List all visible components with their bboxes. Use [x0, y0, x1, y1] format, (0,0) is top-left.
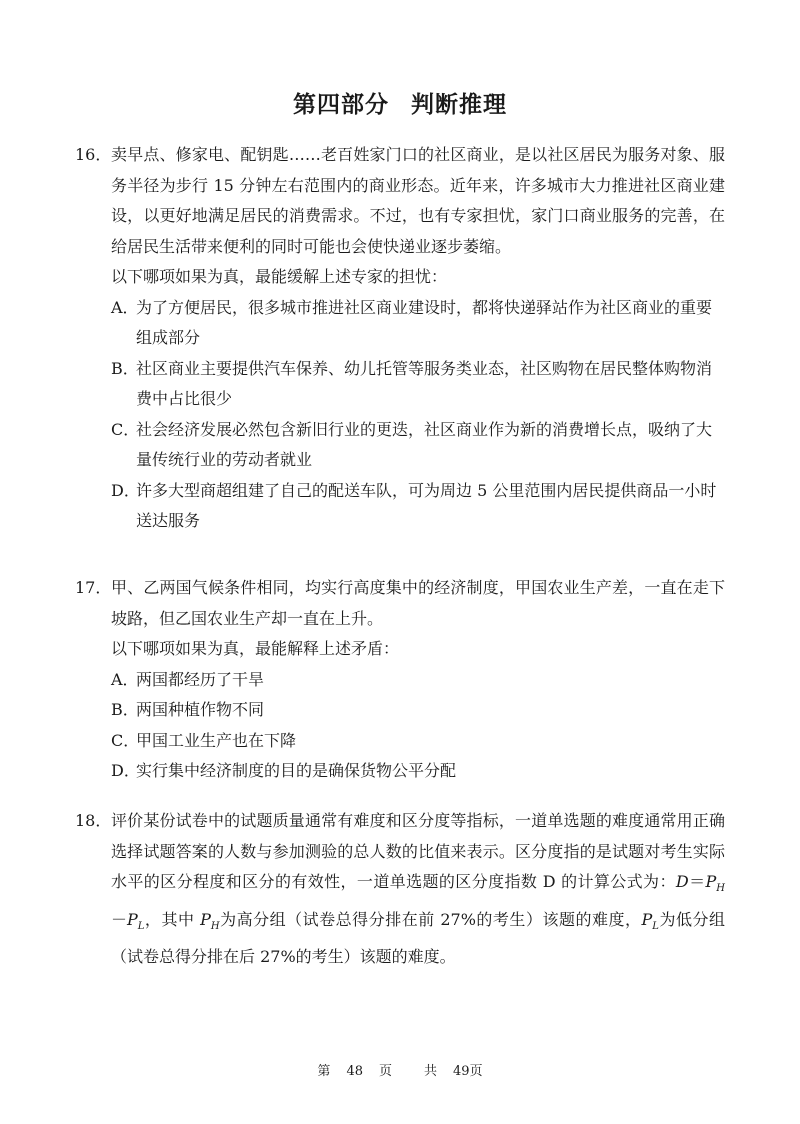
option-c — [75, 415, 725, 476]
option-letter: B． — [111, 358, 139, 378]
stem-text: 为高分组（试卷总得分排在前 27%的考生）该题的难度， — [219, 909, 642, 929]
option-text: 社区商业主要提供汽车保养、幼儿托管等服务类业态，社区购物在居民整体购物消费中占比很少 — [136, 358, 713, 408]
question-16 — [75, 140, 725, 537]
question-17 — [75, 573, 725, 787]
formula-equals: ＝ — [688, 872, 706, 891]
question-number: 16． — [75, 145, 112, 164]
stem-text: 为低分组（试卷总得分排在后 27%的考生）该题的难度。 — [111, 909, 725, 967]
option-letter: C． — [111, 419, 140, 439]
formula-p: P — [705, 872, 717, 891]
question-stem: 甲、乙两国气候条件相同，均实行高度集中的经济制度，甲国农业生产差，一直在走下坡路，但乙国农业生产却一直在上升。 — [111, 578, 725, 628]
option-text: 甲国工业生产也在下降 — [136, 730, 297, 750]
option-letter: D． — [111, 480, 140, 500]
formula-sub-h: H — [716, 883, 725, 895]
section-label: 第四部分 — [293, 92, 389, 118]
footer-text: 第 — [317, 1064, 331, 1079]
option-letter: A． — [111, 669, 139, 689]
formula-minus: － — [111, 909, 128, 929]
option-letter: B． — [111, 700, 139, 719]
option-d — [75, 476, 725, 537]
question-prompt: 以下哪项如果为真，最能解释上述矛盾： — [111, 639, 400, 658]
question-stem — [75, 806, 725, 973]
section-name: 判断推理 — [411, 92, 507, 118]
option-a — [75, 293, 725, 354]
page-footer — [0, 1060, 800, 1079]
question-stem: 卖早点、修家电、配钥匙……老百姓家门口的社区商业，是以社区居民为服务对象、服务半径为步行 15 分钟左右范围内的商业形态。近年来，许多城市大力推进社区商业建设，以更好地满足居民的消费需求。不过，也有专家担忧，家门口商业服务的完善，在给居民生活带来便利的同时可能也会使快递业逐步萎缩。 — [111, 145, 725, 256]
option-d — [75, 756, 725, 787]
question-18 — [75, 806, 725, 973]
footer-text: 页 — [378, 1064, 392, 1079]
footer-text: 共 — [424, 1064, 438, 1079]
option-b — [75, 695, 725, 726]
page-number: 48 — [346, 1064, 363, 1079]
option-text: 许多大型商超组建了自己的配送车队，可为周边 5 公里范围内居民提供商品一小时送达服务 — [136, 480, 717, 530]
variable-p: P — [200, 909, 211, 929]
footer-text: 页 — [469, 1064, 483, 1079]
stem-text: 评价某份试卷中的试题质量通常有难度和区分度等指标，一道单选题的难度通常用正确选择试题答案的人数与参加测验的总人数的比值来表示。区分度指的是试题对考生实际水平的区分程度和区分的有效性，一道单选题的区分度指数 D 的计算公式为： — [111, 811, 725, 891]
question-prompt: 以下哪项如果为真，最能缓解上述专家的担忧： — [111, 267, 448, 286]
option-c — [75, 726, 725, 757]
option-text: 为了方便居民，很多城市推进社区商业建设时，都将快递驿站作为社区商业的重要组成部分 — [136, 297, 713, 347]
option-b — [75, 354, 725, 415]
stem-text: ，其中 — [144, 909, 201, 929]
option-letter: C． — [111, 730, 140, 750]
variable-sub-h: H — [210, 920, 220, 932]
option-a — [75, 665, 725, 696]
option-letter: D． — [111, 761, 140, 780]
page-title — [0, 86, 800, 119]
variable-sub-l: L — [652, 920, 659, 932]
option-text: 两国都经历了干旱 — [136, 669, 265, 689]
formula-sub-l: L — [137, 920, 145, 932]
option-letter: A． — [111, 297, 139, 317]
formula-d: D — [675, 872, 689, 891]
option-text: 两国种植作物不同 — [136, 700, 265, 719]
formula-p: P — [127, 909, 138, 929]
total-pages: 49 — [453, 1064, 470, 1079]
option-text: 社会经济发展必然包含新旧行业的更迭，社区商业作为新的消费增长点，吸纳了大量传统行业的劳动者就业 — [136, 419, 713, 469]
question-number: 17． — [75, 578, 112, 597]
question-number: 18． — [75, 811, 112, 830]
variable-p: P — [641, 909, 653, 929]
option-text: 实行集中经济制度的目的是确保货物公平分配 — [136, 761, 457, 780]
